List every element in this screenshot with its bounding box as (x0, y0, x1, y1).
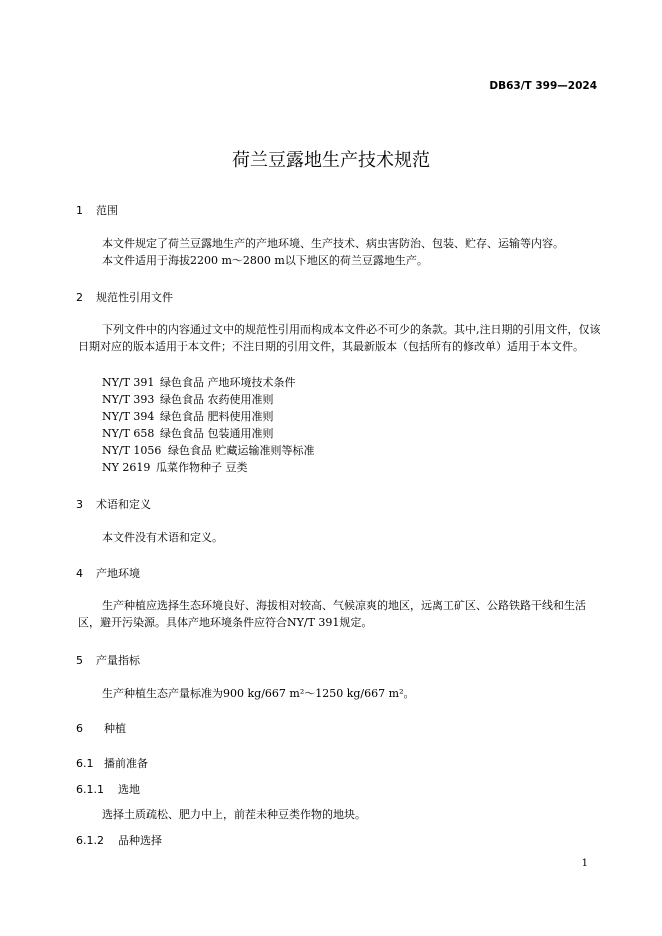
scope-paragraph-2: 本文件适用于海拔2200 m～2800 m以下地区的荷兰豆露地生产。 (102, 254, 428, 267)
reference-item (102, 442, 315, 458)
subsection-title: 播前准备 (104, 757, 148, 770)
subsection-number: 6.1.2 (76, 834, 104, 847)
site-selection-paragraph: 选择土质疏松、肥力中上，前茬未种豆类作物的地块。 (102, 808, 366, 821)
scope-paragraph-1: 本文件规定了荷兰豆露地生产的产地环境、生产技术、病虫害防治、包装、贮存、运输等内容。 (102, 237, 564, 250)
section-heading-4 (76, 565, 140, 581)
reference-item (102, 408, 274, 424)
reference-code: NY/T 658 (102, 427, 155, 440)
section-number: 5 (76, 654, 83, 667)
section-title: 规范性引用文件 (96, 291, 173, 304)
section-number: 1 (76, 204, 83, 217)
reference-title: 瓜菜作物种子 豆类 (156, 461, 248, 474)
section-title: 种植 (104, 722, 126, 735)
yield-paragraph: 生产种植生态产量标准为900 kg/667 m²～1250 kg/667 m²。 (102, 687, 415, 700)
section-title: 范围 (96, 204, 118, 217)
section-title: 产地环境 (96, 567, 140, 580)
section-heading-3 (76, 496, 151, 512)
environment-paragraph: 生产种植应选择生态环境良好、海拔相对较高、气候凉爽的地区，远离工矿区、公路铁路干线和生活区，避开污染源。具体产地环境条件应符合NY/T 391规定。 (78, 599, 586, 629)
reference-item (102, 374, 296, 390)
reference-item (102, 425, 274, 441)
reference-code: NY/T 393 (102, 393, 155, 406)
reference-code: NY/T 1056 (102, 444, 162, 457)
section-number: 6 (76, 722, 83, 735)
subsection-heading-6-1-2 (76, 832, 162, 848)
reference-title: 绿色食品 产地环境技术条件 (160, 376, 296, 389)
section-number: 2 (76, 291, 83, 304)
section-heading-5 (76, 652, 140, 668)
subsection-number: 6.1.1 (76, 783, 104, 796)
subsection-number: 6.1 (76, 757, 94, 770)
reference-title: 绿色食品 包装通用准则 (160, 427, 274, 440)
reference-item (102, 391, 274, 407)
section-heading-1 (76, 202, 118, 218)
section-number: 4 (76, 567, 83, 580)
reference-item (102, 459, 248, 475)
standard-number: DB63/T 399—2024 (489, 80, 597, 92)
section-number: 3 (76, 498, 83, 511)
reference-code: NY/T 394 (102, 410, 155, 423)
section-heading-2 (76, 289, 173, 305)
reference-title: 绿色食品 肥料使用准则 (160, 410, 274, 423)
subsection-title: 选地 (118, 783, 140, 796)
reference-code: NY 2619 (102, 461, 151, 474)
reference-title: 绿色食品 贮藏运输准则等标准 (168, 444, 315, 457)
reference-title: 绿色食品 农药使用准则 (160, 393, 274, 406)
page-number: 1 (581, 858, 588, 869)
section-title: 产量指标 (96, 654, 140, 667)
subsection-heading-6-1-1 (76, 781, 140, 797)
page-title: 荷兰豆露地生产技术规范 (232, 150, 430, 171)
section-heading-6 (76, 720, 126, 736)
subsection-title: 品种选择 (118, 834, 162, 847)
subsection-heading-6-1 (76, 755, 148, 771)
reference-code: NY/T 391 (102, 376, 155, 389)
section-title: 术语和定义 (96, 498, 151, 511)
normative-intro-paragraph: 下列文件中的内容通过文中的规范性引用而构成本文件必不可少的条款。其中,注日期的引用文件，仅该日期对应的版本适用于本文件；不注日期的引用文件，其最新版本（包括所有的修改单）适用于本文件。 (78, 323, 601, 353)
terms-paragraph: 本文件没有术语和定义。 (102, 531, 223, 544)
